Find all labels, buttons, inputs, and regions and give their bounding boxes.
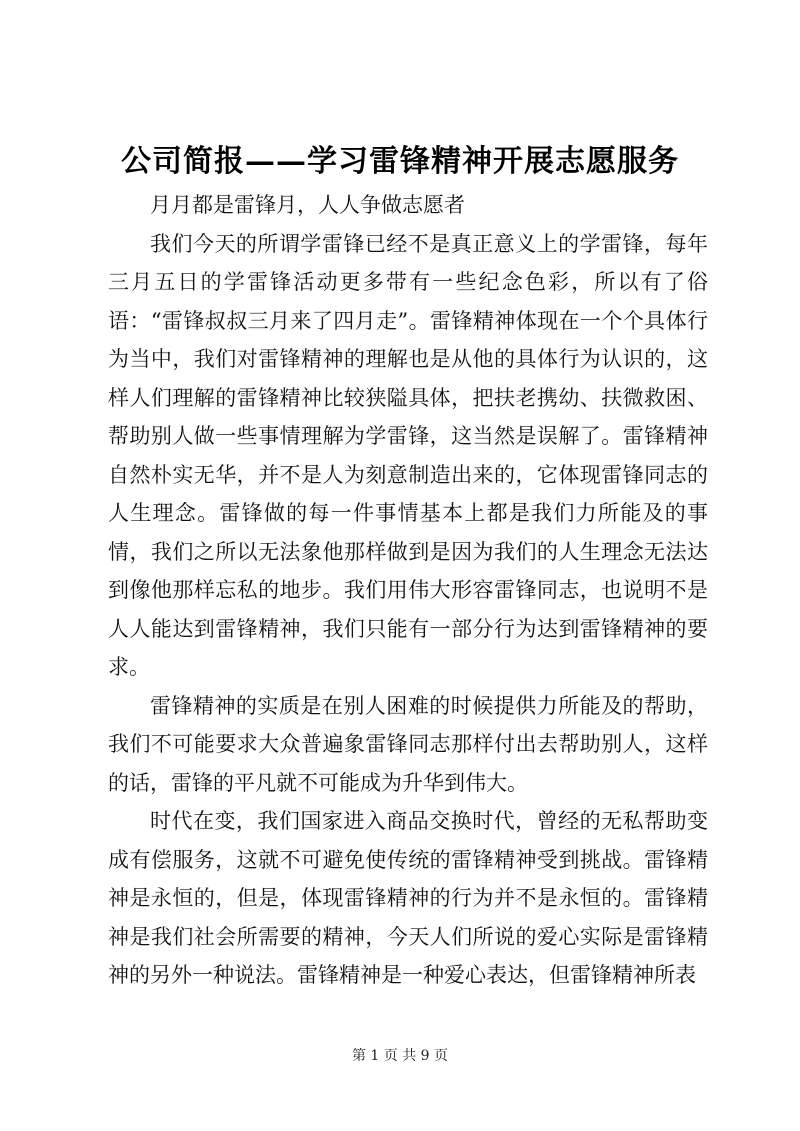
- document-title: 公司简报——学习雷锋精神开展志愿服务: [121, 144, 679, 179]
- paragraph: 我们今天的所谓学雷锋已经不是真正意义上的学雷锋，每年三月五日的学雷锋活动更多带有一些纪念色彩，所以有了俗语：“雷锋叔叔三月来了四月走”。雷锋精神体现在一个个具体行为当中，我们对雷锋精神的理解也是从他的具体行为认识的，这样人们理解的雷锋精神比较狭隘具体，把扶老携幼、扶微救困、帮助别人做一些事情理解为学雷锋，这当然是误解了。雷锋精神自然朴实无华，并不是人为刻意制造出来的，它体现雷锋同志的人生理念。雷锋做的每一件事情基本上都是我们力所能及的事情，我们之所以无法象他那样做到是因为我们的人生理念无法达到像他那样忘私的地步。我们用伟大形容雷锋同志，也说明不是人人能达到雷锋精神，我们只能有一部分行为达到雷锋精神的要求。: [108, 231, 708, 679]
- paragraph: 时代在变，我们国家进入商品交换时代，曾经的无私帮助变成有偿服务，这就不可避免使传统的雷锋精神受到挑战。雷锋精神是永恒的，但是，体现雷锋精神的行为并不是永恒的。雷锋精神是我们社会所需要的精神，今天人们所说的爱心实际是雷锋精神的另外一种说法。雷锋精神是一种爱心表达，但雷锋精神所表: [108, 809, 708, 987]
- paragraph: 雷锋精神的实质是在别人困难的时候提供力所能及的帮助，我们不可能要求大众普遍象雷锋同志那样付出去帮助别人，这样的话，雷锋的平凡就不可能成为升华到伟大。: [108, 693, 708, 795]
- paragraph-subtitle: 月月都是雷锋月，人人争做志愿者: [150, 193, 465, 217]
- page-number-footer: 第 1 页 共 9 页: [351, 1048, 449, 1064]
- document-body: [108, 186, 708, 995]
